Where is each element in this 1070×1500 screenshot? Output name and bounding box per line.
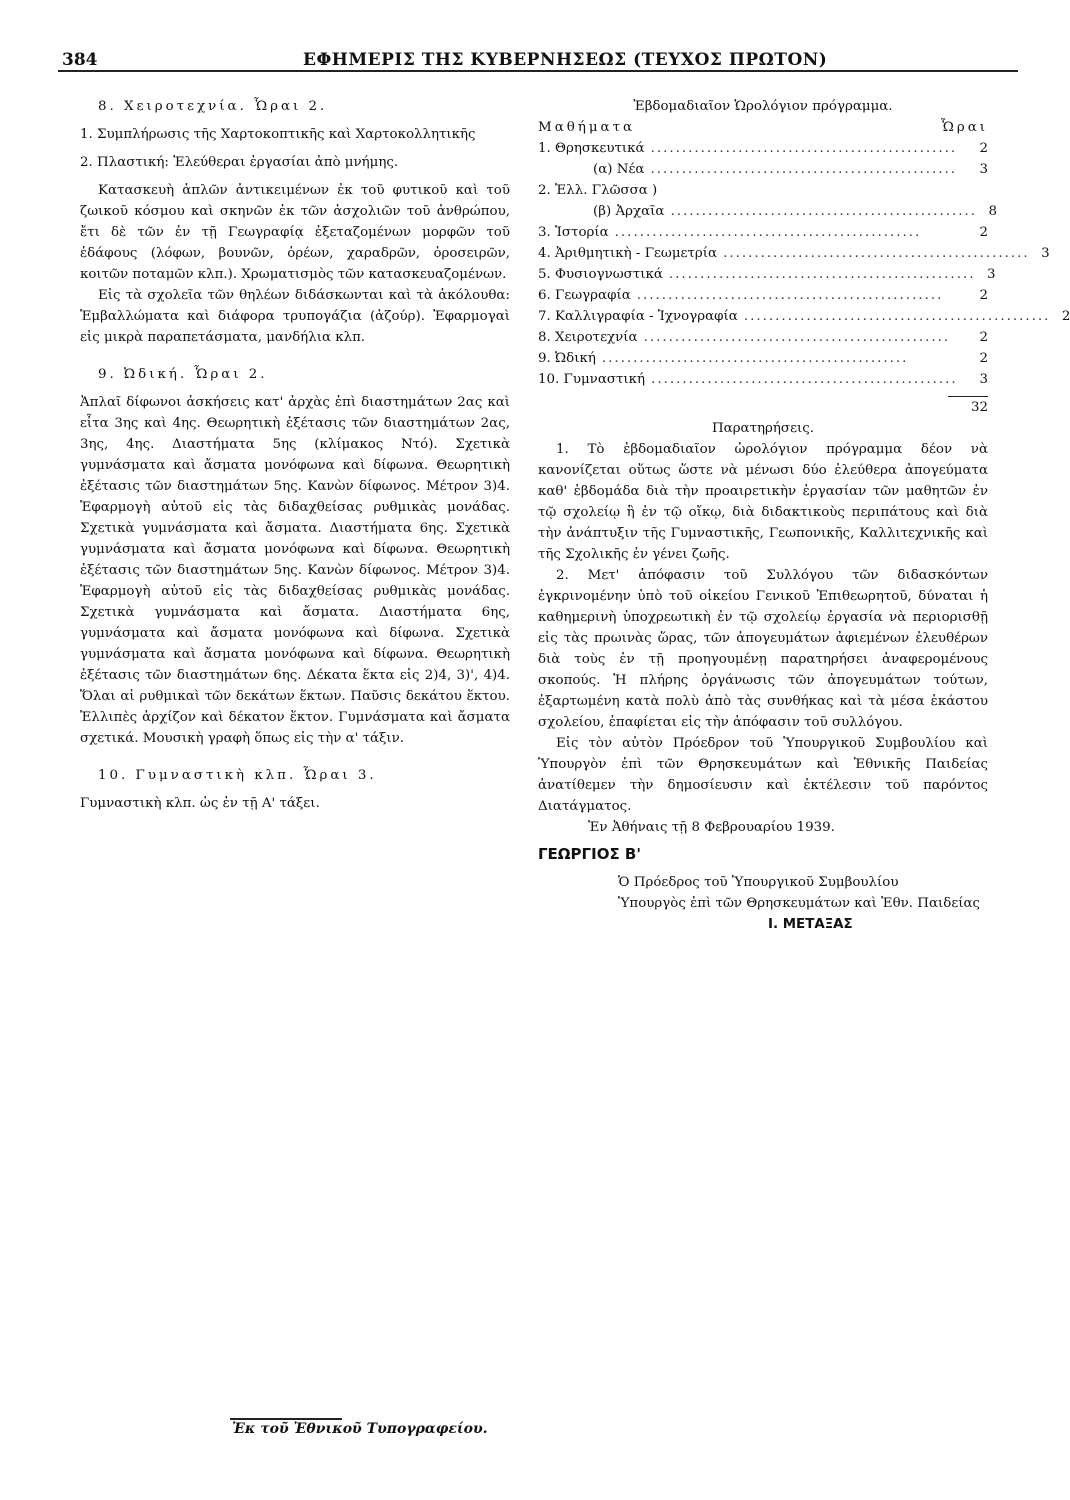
schedule-row: 1. Θρησκευτικά ................................................. 2 [538, 141, 988, 156]
section-8-paragraph-1: Κατασκευὴ ἁπλῶν ἀντικειμένων ἐκ τοῦ φυτικοῦ καὶ τοῦ ζωικοῦ κόσμου καὶ σκηνῶν ἐκ τῶν ἀσχολιῶν τοῦ ἀνθρώπου, ἔτι δὲ τῶν ἐν τῇ Γεωγραφίᾳ ἐξεταζομένων μορφῶν τοῦ ἐδάφους (λόφων, βουνῶν, ὀρέων, χαραδρῶν, ὀροσειρῶν, κοιτῶν ποταμῶν κλπ.). Χρωματισμὸς τῶν κατασκευαζομένων. [80, 183, 510, 282]
hours-column-header: Ὧραι [940, 120, 988, 135]
schedule-title: Ἑβδομαδιαῖον Ὡρολόγιον πρόγραμμα. [633, 99, 893, 114]
schedule-row: 9. Ὠδική ................................................. 2 [538, 351, 988, 366]
printer-imprint: Ἐκ τοῦ Ἐθνικοῦ Τυπογραφείου. [232, 1421, 488, 1437]
schedule-row: 6. Γεωγραφία ................................................. 2 [538, 288, 988, 303]
page-number: 384 [62, 50, 98, 70]
countersign-line-1: Ὁ Πρόεδρος τοῦ Ὑπουργικοῦ Συμβουλίου [618, 875, 899, 890]
remarks-title: Παρατηρήσεις. [711, 421, 815, 436]
decree-paragraph: Εἰς τὸν αὐτὸν Πρόεδρον τοῦ Ὑπουργικοῦ Συμβουλίου καὶ Ὑπουργὸν ἐπὶ τῶν Θρησκευμάτων καὶ Ἐθνικῆς Παιδείας ἀνατίθεμεν τὴν δημοσίευσιν καὶ ἐκτέλεσιν τοῦ παρόντος Διατάγματος. [538, 736, 988, 814]
schedule-row: 4. Ἀριθμητικὴ - Γεωμετρία ................................................. 3 [538, 246, 1050, 261]
section-8-item-2: 2. Πλαστική: Ἐλεύθεραι ἐργασίαι ἀπὸ μνήμης. [80, 155, 399, 170]
schedule-row: 3. Ἱστορία ................................................. 2 [538, 225, 988, 240]
section-8-heading: 8. Χειροτεχνία. Ὧραι 2. [98, 99, 328, 114]
right-column [538, 96, 1070, 935]
header-rule [58, 70, 1018, 72]
schedule-row: 8. Χειροτεχνία ................................................. 2 [538, 330, 988, 345]
remark-2: 2. Μετ' ἀπόφασιν τοῦ Συλλόγου τῶν διδασκόντων ἐγκρινομένην ὑπὸ τοῦ οἰκείου Γενικοῦ Ἐπιθεωρητοῦ, δύναται ἡ καθημερινὴ ὑποχρεωτικὴ ἐν τῷ σχολείῳ ἐργασία νὰ περιορισθῇ εἰς τὰς πρωινὰς ὥρας, τῶν ἀπογευμάτων ἀφιεμένων ἐλευθέρων διὰ τοὺς ἐν τῇ προηγουμένῃ παρατηρήσει ἀναφερομένους σκοπούς. Ἡ πλήρης ὀργάνωσις τῶν ἀπογευμάτων τούτων, ἐξαρτωμένη κατὰ πολὺ ἀπὸ τὰς συνθήκας καὶ τὰ μέσα ἑκάστου σχολείου, ἐπαφίεται εἰς τὴν ἀπόφασιν τοῦ συλλόγου. [538, 568, 988, 730]
footer-rule [230, 1418, 342, 1420]
schedule-row: 2. Ἑλλ. Γλῶσσα ) [538, 183, 658, 198]
schedule-row: 5. Φυσιογνωστικά ................................................. 3 [538, 267, 996, 282]
date-line: Ἐν Ἀθήναις τῇ 8 Φεβρουαρίου 1939. [588, 820, 835, 835]
remark-1: 1. Τὸ ἑβδομαδιαῖον ὡρολόγιον πρόγραμμα δέον νὰ κανονίζεται οὕτως ὥστε νὰ μένωσι δύο ἐλεύθερα ἀπογεύματα καθ' ἑβδομάδα διὰ τὴν προαιρετικὴν ἐργασίαν τῶν μαθητῶν ἐν τῷ σχολείῳ ἢ ἐν τῷ οἴκῳ, διὰ διδακτικοὺς περιπάτους καὶ διὰ τὴν ἀνάπτυξιν τῆς Γυμναστικῆς, Γεωπονικῆς, Καλλιτεχνικῆς καὶ τῆς Σχολικῆς ἐν γένει ζωῆς. [538, 442, 988, 562]
schedule-row: (β) Ἀρχαῖα ................................................. 8 [593, 204, 998, 219]
section-8-paragraph-2: Εἰς τὰ σχολεῖα τῶν θηλέων διδάσκωνται καὶ τὰ ἀκόλουθα: Ἐμβαλλώματα καὶ διάφορα τρυπογάζια (ἀζούρ). Ἐφαρμογαὶ εἰς μικρὰ παραπετάσματα, μανδήλια κλπ. [80, 288, 510, 345]
subjects-column-header: Μαθήματα [538, 120, 636, 135]
section-10-heading: 10. Γυμναστικὴ κλπ. Ὧραι 3. [98, 768, 377, 783]
section-8-item-1: 1. Συμπλήρωσις τῆς Χαρτοκοπτικῆς καὶ Χαρτοκολλητικῆς [80, 127, 476, 142]
section-10-paragraph: Γυμναστικὴ κλπ. ὡς ἐν τῇ Α' τάξει. [80, 796, 320, 811]
header-title: ΕΦΗΜΕΡΙΣ ΤΗΣ ΚΥΒΕΡΝΗΣΕΩΣ (ΤΕΥΧΟΣ ΠΡΩΤΟΝ) [303, 50, 828, 70]
countersign-line-2: Ὑπουργὸς ἐπὶ τῶν Θρησκευμάτων καὶ Ἐθν. Παιδείας [618, 896, 981, 911]
schedule-row: 7. Καλλιγραφία - Ἰχνογραφία ................................................. 2 [538, 309, 1070, 324]
countersign-name: Ι. ΜΕΤΑΞΑΣ [768, 917, 853, 932]
schedule-row: (α) Νέα ................................................. 3 [593, 162, 988, 177]
schedule-row: 10. Γυμναστική ................................................. 3 [538, 372, 988, 387]
section-9-paragraph: Ἁπλαῖ δίφωνοι ἀσκήσεις κατ' ἀρχὰς ἐπὶ διαστημάτων 2ας καὶ εἶτα 3ης καὶ 4ης. Θεωρητικὴ ἐξέτασις τῶν διαστημάτων 2ας, 3ης, 4ης. Διαστήματα 5ης (κλίμακος Ντό). Σχετικὰ γυμνάσματα καὶ ἄσματα μονόφωνα καὶ δίφωνα. Θεωρητικὴ ἐξέτασις τῶν διαστημάτων 5ης. Κανὼν δίφωνος. Μέτρον 3)4. Ἐφαρμογὴ αὐτοῦ εἰς τὰς διδαχθείσας ρυθμικὰς μονάδας. Σχετικὰ γυμνάσματα καὶ ἄσματα. Διαστήματα 6ης. Σχετικὰ γυμνάσματα καὶ ἄσματα μονόφωνα καὶ δίφωνα. Θεωρητικὴ ἐξέτασις τῶν διαστημάτων 5ης. Κανὼν δίφωνος. Μέτρον 3)4. Ἐφαρμογὴ αὐτοῦ εἰς τὰς διδαχθείσας ρυθμικὰς μονάδας. Σχετικὰ γυμνάσματα καὶ ἄσματα. Διαστήματα 6ης, γυμνάσματα καὶ ἄσματα μονόφωνα καὶ δίφωνα. Σχετικὰ γυμνάσματα καὶ ἄσματα μονόφωνα καὶ δίφωνα. Θεωρητικὴ ἐξέτασις τῶν διαστημάτων 6ης. Δέκατα ἕκτα εἰς 2)4, 3)', 4)4. Ὅλαι αἱ ρυθμικαὶ τῶν δεκάτων ἕκτων. Παῦσις δεκάτου ἕκτου. Ἐλλιπὲς ἀρχίζον καὶ δέκατον ἕκτον. Γυμνάσματα καὶ ἄσματα σχετικά. Μουσικὴ γραφὴ ὅπως εἰς τὴν α' τάξιν. [80, 395, 510, 746]
schedule-header [538, 117, 988, 138]
left-column [80, 96, 510, 814]
section-9-heading: 9. Ὠδική. Ὧραι 2. [98, 367, 268, 382]
schedule-total: 32 [970, 400, 988, 415]
schedule-table [538, 138, 1070, 418]
signer-name: ΓΕΩΡΓΙΟΣ Β' [538, 845, 641, 863]
page-header [58, 46, 1018, 72]
